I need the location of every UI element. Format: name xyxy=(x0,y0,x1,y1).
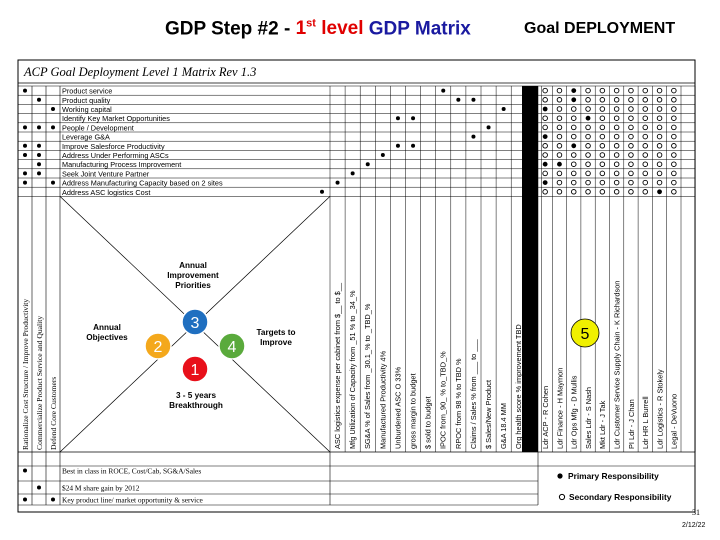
right-secondary-circle xyxy=(614,153,619,158)
center-column-header: Org health score % improvement TBD xyxy=(514,324,524,449)
center-column-header: ASC logistics expense per cabinet from $__ to $__ xyxy=(333,283,342,449)
right-secondary-circle xyxy=(643,107,648,112)
center-primary-dot xyxy=(366,162,370,166)
center-primary-dot xyxy=(351,171,355,175)
right-column-header: Legal - DeVuono xyxy=(669,393,679,449)
center-primary-dot xyxy=(336,181,340,185)
right-primary-dot xyxy=(543,162,548,167)
right-secondary-circle xyxy=(557,116,562,121)
right-secondary-circle xyxy=(672,125,677,130)
right-secondary-circle xyxy=(571,134,576,139)
bottom-primary-dot xyxy=(37,486,41,490)
left-primary-dot xyxy=(37,98,41,102)
right-secondary-circle xyxy=(614,116,619,121)
right-secondary-circle xyxy=(557,88,562,93)
row-label: Identify Key Market Opportunities xyxy=(62,114,170,124)
row-label: Seek Joint Venture Partner xyxy=(62,169,150,179)
right-secondary-circle xyxy=(629,153,634,158)
left-primary-dot xyxy=(37,125,41,129)
objective-label: $24 M share gain by 2012 xyxy=(62,483,140,493)
right-secondary-circle xyxy=(629,190,634,195)
center-column-header: IPOC from_90_ % to_TBD_% xyxy=(438,351,448,449)
left-primary-dot xyxy=(37,171,41,175)
right-secondary-circle xyxy=(629,98,634,103)
right-secondary-circle xyxy=(643,98,648,103)
right-secondary-circle xyxy=(586,125,591,130)
left-primary-dot xyxy=(23,125,27,129)
right-secondary-circle xyxy=(657,153,662,158)
right-secondary-circle xyxy=(672,190,677,195)
right-secondary-circle xyxy=(557,144,562,149)
left-primary-dot xyxy=(37,144,41,148)
right-secondary-circle xyxy=(600,88,605,93)
right-secondary-circle xyxy=(672,98,677,103)
bottom-primary-dot xyxy=(23,498,27,502)
page-title: GDP Step #2 - 1st level GDP Matrix xyxy=(165,18,471,40)
right-primary-dot xyxy=(586,116,591,121)
right-secondary-circle xyxy=(643,171,648,176)
right-secondary-circle xyxy=(672,144,677,149)
diagram-top-label: Annual Improvement Priorities xyxy=(167,261,219,290)
right-secondary-circle xyxy=(643,88,648,93)
center-column-header: G&A 18.4 MM xyxy=(499,402,509,449)
diagram-right-label: Targets to Improve xyxy=(256,328,296,347)
right-secondary-circle xyxy=(557,98,562,103)
right-secondary-circle xyxy=(571,162,576,167)
right-secondary-circle xyxy=(586,190,591,195)
right-primary-dot xyxy=(571,88,576,93)
right-secondary-circle xyxy=(629,134,634,139)
row-label: Address Under Performing ASCs xyxy=(62,151,169,160)
right-secondary-circle xyxy=(629,88,634,93)
center-primary-dot xyxy=(411,116,415,120)
center-primary-dot xyxy=(471,135,475,139)
center-primary-dot xyxy=(456,98,460,102)
right-secondary-circle xyxy=(657,116,662,121)
center-primary-dot xyxy=(487,125,491,129)
right-secondary-circle xyxy=(629,116,634,121)
right-secondary-circle xyxy=(557,180,562,185)
right-secondary-circle xyxy=(614,171,619,176)
right-secondary-circle xyxy=(672,88,677,93)
right-secondary-circle xyxy=(600,171,605,176)
right-secondary-circle xyxy=(543,125,548,130)
right-secondary-circle xyxy=(600,107,605,112)
right-secondary-circle xyxy=(557,125,562,130)
left-primary-dot xyxy=(51,107,55,111)
center-column-header: Manufactured Productivity 4% xyxy=(378,350,388,449)
right-secondary-circle xyxy=(600,153,605,158)
right-secondary-circle xyxy=(557,171,562,176)
right-column-header: Ldr Finance - H Maymon xyxy=(555,367,565,449)
right-secondary-circle xyxy=(629,107,634,112)
right-primary-dot xyxy=(571,97,576,102)
center-primary-dot xyxy=(396,144,400,148)
right-secondary-circle xyxy=(629,162,634,167)
badge-3-number: 3 xyxy=(190,315,200,332)
right-secondary-circle xyxy=(643,125,648,130)
right-secondary-circle xyxy=(643,162,648,167)
right-secondary-circle xyxy=(600,190,605,195)
center-primary-dot xyxy=(411,144,415,148)
right-secondary-circle xyxy=(557,190,562,195)
right-column-header: Ldr Customer Service Supply Chain - K Richardson xyxy=(612,280,622,449)
right-secondary-circle xyxy=(672,162,677,167)
right-secondary-circle xyxy=(586,107,591,112)
page-number: 31 xyxy=(692,508,700,517)
row-label: Leverage G&A xyxy=(62,132,110,142)
legend-primary-dot xyxy=(557,473,562,478)
center-column-header: $ Sales/New Product xyxy=(484,379,493,449)
right-secondary-circle xyxy=(657,98,662,103)
left-column-header: Defend Core Customers xyxy=(49,376,58,450)
right-secondary-circle xyxy=(600,134,605,139)
objective-label: Best in class in ROCE, Cost/Cab, SG&A/Sales xyxy=(62,466,202,476)
right-column-header: Ldr HR L Burrell xyxy=(641,396,651,449)
left-primary-dot xyxy=(23,144,27,148)
badge-1-number: 1 xyxy=(190,362,200,379)
right-secondary-circle xyxy=(600,125,605,130)
right-secondary-circle xyxy=(672,171,677,176)
right-secondary-circle xyxy=(643,134,648,139)
right-secondary-circle xyxy=(672,134,677,139)
left-primary-dot xyxy=(37,153,41,157)
right-secondary-circle xyxy=(571,107,576,112)
right-primary-dot xyxy=(543,180,548,185)
right-secondary-circle xyxy=(586,171,591,176)
matrix-title: ACP Goal Deployment Level 1 Matrix Rev 1.3 xyxy=(24,65,257,79)
left-column-header: Commercialize Product Service and Quality xyxy=(35,315,44,450)
right-secondary-circle xyxy=(657,88,662,93)
right-secondary-circle xyxy=(586,180,591,185)
right-secondary-circle xyxy=(543,88,548,93)
right-secondary-circle xyxy=(672,180,677,185)
right-secondary-circle xyxy=(643,153,648,158)
left-primary-dot xyxy=(51,181,55,185)
right-column-header: PI Ldr - J Chan xyxy=(626,399,636,449)
right-secondary-circle xyxy=(586,144,591,149)
legend-secondary: Secondary Responsibility xyxy=(569,492,672,502)
right-secondary-circle xyxy=(614,98,619,103)
right-column-header: Sales Ldr - S Nash xyxy=(583,386,593,449)
right-primary-dot xyxy=(557,162,562,167)
row-label: Improve Salesforce Productivity xyxy=(62,141,165,151)
right-secondary-circle xyxy=(643,116,648,121)
row-label: Manufacturing Process Improvement xyxy=(62,160,182,170)
badge-2-number: 2 xyxy=(153,339,163,356)
left-primary-dot xyxy=(51,125,55,129)
badge-5-number: 5 xyxy=(580,326,590,343)
right-primary-dot xyxy=(543,107,548,112)
right-secondary-circle xyxy=(586,98,591,103)
bottom-primary-dot xyxy=(23,469,27,473)
left-primary-dot xyxy=(23,153,27,157)
right-column-header: Ldr Ops Mfg - D Mullis xyxy=(569,375,579,449)
center-primary-dot xyxy=(441,89,445,93)
legend-primary: Primary Responsibility xyxy=(568,471,659,481)
left-primary-dot xyxy=(23,171,27,175)
right-secondary-circle xyxy=(614,162,619,167)
right-secondary-circle xyxy=(571,116,576,121)
diagram-bottom-label: 3 - 5 years Breakthrough xyxy=(169,391,223,410)
right-secondary-circle xyxy=(600,162,605,167)
right-secondary-circle xyxy=(614,190,619,195)
right-column-header: Ldr Logistics - R Stokely xyxy=(655,369,665,449)
right-primary-dot xyxy=(657,189,662,194)
right-primary-dot xyxy=(543,134,548,139)
right-secondary-circle xyxy=(586,162,591,167)
goal-deployment-label: Goal DEPLOYMENT xyxy=(524,20,676,37)
right-secondary-circle xyxy=(672,107,677,112)
center-primary-dot xyxy=(381,153,385,157)
right-secondary-circle xyxy=(543,116,548,121)
right-secondary-circle xyxy=(629,171,634,176)
badge-4-number: 4 xyxy=(227,339,237,356)
right-secondary-circle xyxy=(614,88,619,93)
right-secondary-circle xyxy=(657,162,662,167)
center-column-header: Working capital turns from ___ to ___ xyxy=(529,326,539,449)
right-secondary-circle xyxy=(543,171,548,176)
center-column-header: SG&A % of Sales from _30.1_% to _TBD_% xyxy=(363,303,373,449)
right-secondary-circle xyxy=(557,134,562,139)
right-secondary-circle xyxy=(571,190,576,195)
center-column-header: $ sold to budget xyxy=(423,396,433,449)
center-column-header: Claims / Sales % from ___ to ___ xyxy=(468,339,478,449)
right-secondary-circle xyxy=(543,190,548,195)
right-secondary-circle xyxy=(557,153,562,158)
row-label: Address Manufacturing Capacity based on 2 sites xyxy=(62,178,223,188)
left-primary-dot xyxy=(23,89,27,93)
right-secondary-circle xyxy=(629,144,634,149)
left-primary-dot xyxy=(37,162,41,166)
right-secondary-circle xyxy=(586,134,591,139)
right-secondary-circle xyxy=(614,125,619,130)
right-secondary-circle xyxy=(614,134,619,139)
row-label: People / Development xyxy=(62,123,134,133)
right-secondary-circle xyxy=(571,125,576,130)
right-secondary-circle xyxy=(614,107,619,112)
legend-secondary-circle xyxy=(559,494,564,499)
right-secondary-circle xyxy=(571,153,576,158)
right-secondary-circle xyxy=(657,125,662,130)
center-column-header: RPOC from 98 % to TBD % xyxy=(453,358,463,449)
right-secondary-circle xyxy=(657,134,662,139)
center-column-header: gross margin to budget xyxy=(408,373,418,449)
date: 2/12/22 xyxy=(682,522,706,529)
center-primary-dot xyxy=(471,98,475,102)
center-primary-dot xyxy=(396,116,400,120)
objective-label: Key product line/ market opportunity & service xyxy=(62,495,203,505)
right-secondary-circle xyxy=(600,98,605,103)
center-column-header: Unburdened ASC O 33% xyxy=(393,366,403,449)
right-secondary-circle xyxy=(657,180,662,185)
row-label: Address ASC logistics Cost xyxy=(62,187,151,197)
row-label: Product quality xyxy=(62,95,111,105)
right-secondary-circle xyxy=(543,153,548,158)
diagram-left-label: Annual Objectives xyxy=(86,323,128,342)
right-secondary-circle xyxy=(672,116,677,121)
left-primary-dot xyxy=(23,181,27,185)
right-secondary-circle xyxy=(614,144,619,149)
right-secondary-circle xyxy=(543,144,548,149)
center-column-header: Mfg Utilization of Capacity from _51 % to _34_% xyxy=(348,290,358,449)
center-primary-dot xyxy=(502,107,506,111)
row-label: Product service xyxy=(62,86,113,96)
left-column-header: Rationalize Cost Structure / Improve Productivity xyxy=(21,298,30,450)
right-secondary-circle xyxy=(614,180,619,185)
right-secondary-circle xyxy=(657,107,662,112)
right-secondary-circle xyxy=(629,125,634,130)
right-secondary-circle xyxy=(571,171,576,176)
right-secondary-circle xyxy=(629,180,634,185)
right-secondary-circle xyxy=(657,171,662,176)
right-column-header: Ldr ACP - R Cohen xyxy=(541,385,550,449)
right-secondary-circle xyxy=(600,180,605,185)
right-secondary-circle xyxy=(557,107,562,112)
right-secondary-circle xyxy=(600,116,605,121)
right-secondary-circle xyxy=(600,144,605,149)
row-label: Working capital xyxy=(62,105,112,114)
right-secondary-circle xyxy=(571,180,576,185)
right-secondary-circle xyxy=(643,180,648,185)
right-secondary-circle xyxy=(586,153,591,158)
right-secondary-circle xyxy=(586,88,591,93)
right-secondary-circle xyxy=(672,153,677,158)
center-primary-dot xyxy=(320,190,324,194)
right-column-header: Mkt Ldr - J Tak xyxy=(598,400,608,449)
right-secondary-circle xyxy=(643,144,648,149)
right-primary-dot xyxy=(571,143,576,148)
bottom-primary-dot xyxy=(51,498,55,502)
right-secondary-circle xyxy=(543,98,548,103)
right-secondary-circle xyxy=(643,190,648,195)
right-secondary-circle xyxy=(657,144,662,149)
